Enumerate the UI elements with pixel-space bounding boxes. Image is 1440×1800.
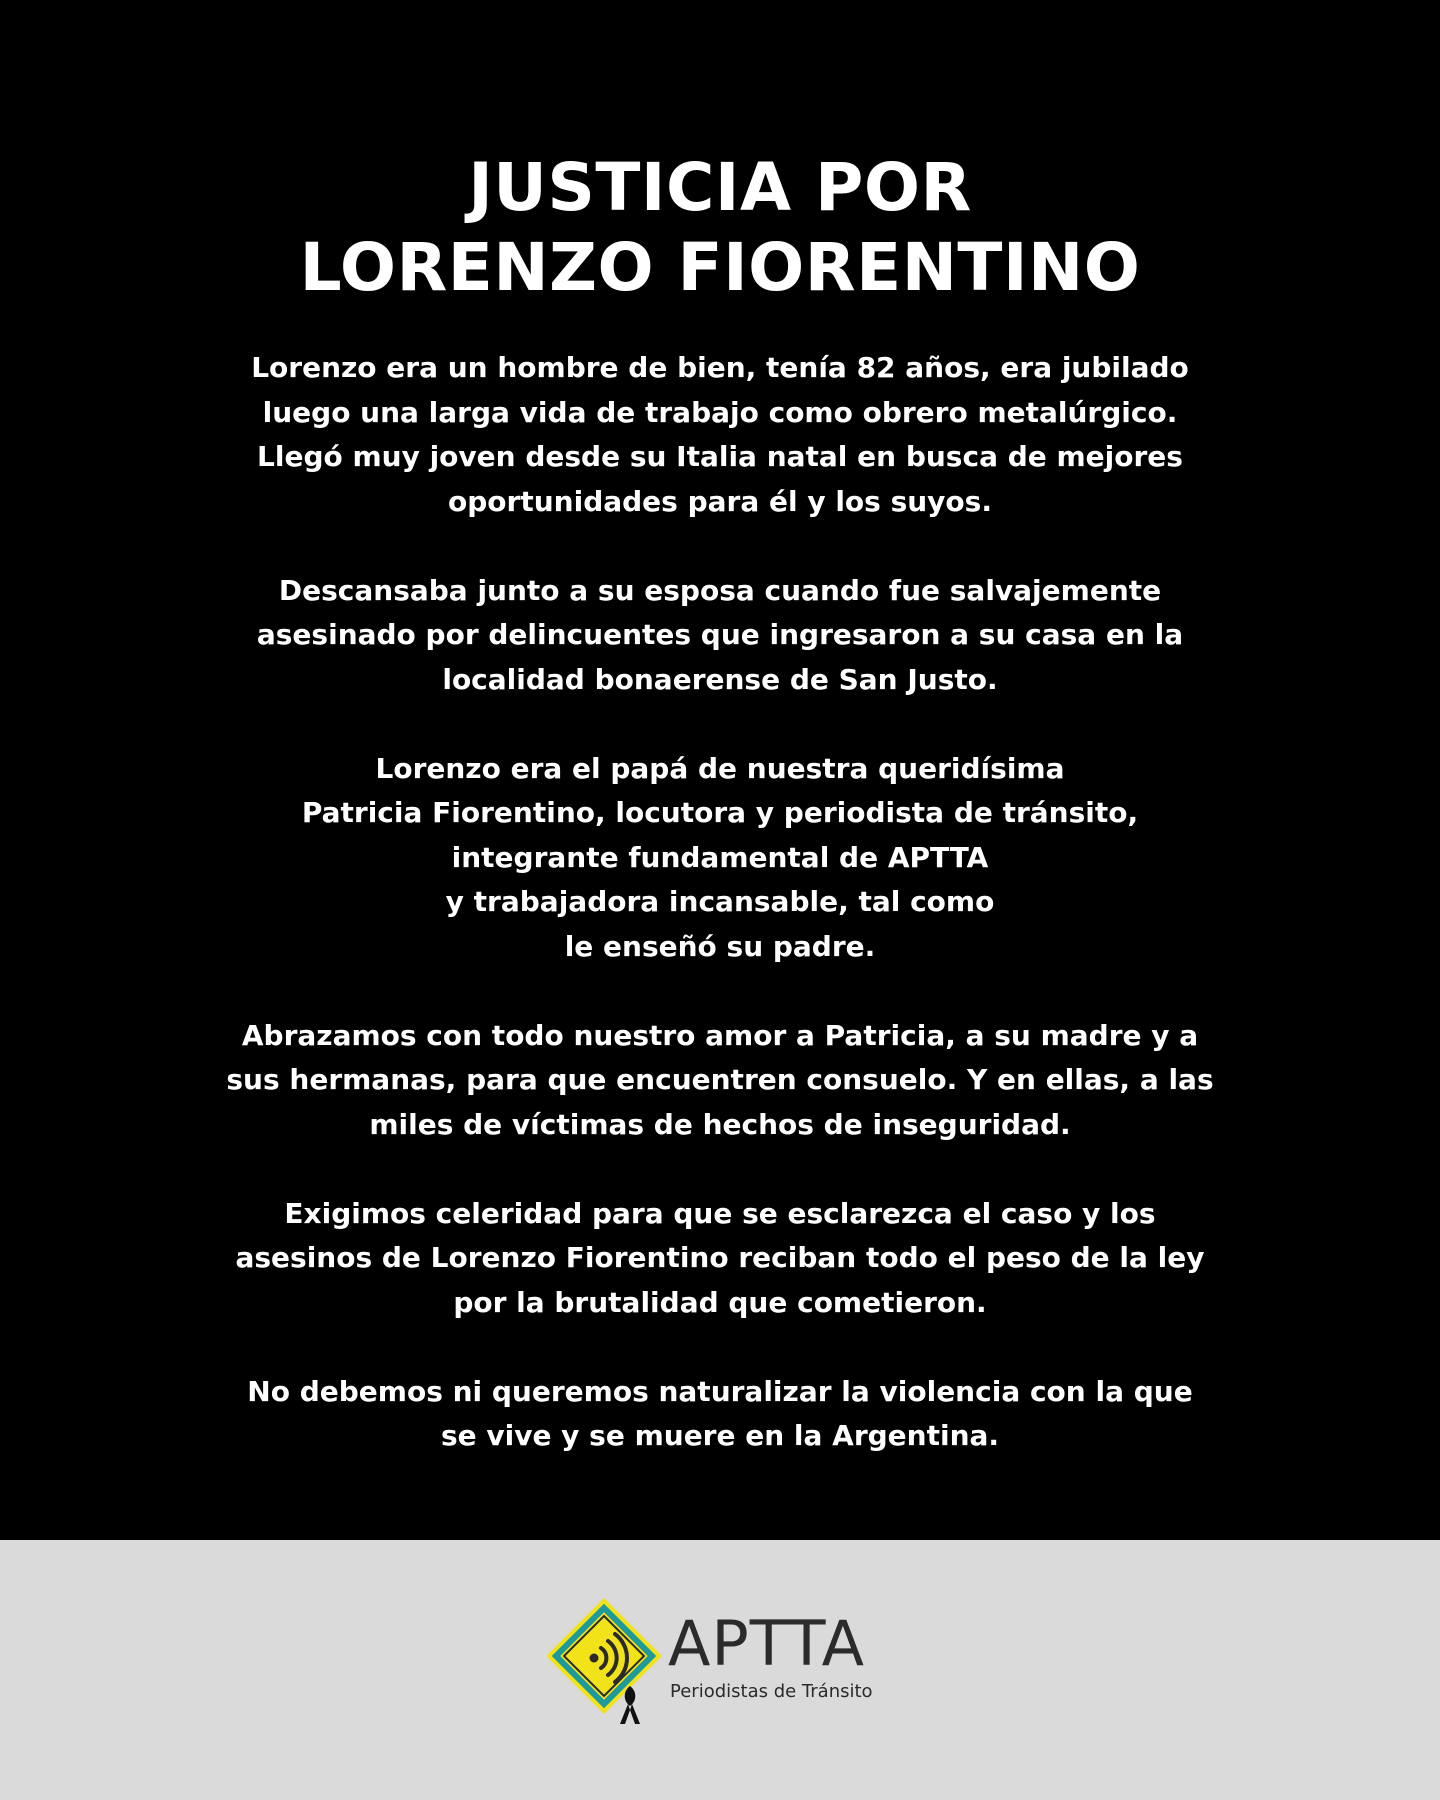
headline-line-1: JUSTICIA POR (468, 149, 972, 226)
paragraph-line: Patricia Fiorentino, locutora y periodista de tránsito, (301, 796, 1139, 829)
paragraph-family (160, 747, 1280, 970)
paragraph-line: y trabajadora incansable, tal como (445, 885, 995, 918)
paragraph-line: Lorenzo era un hombre de bien, tenía 82 años, era jubilado (251, 351, 1189, 384)
paragraph-line: sus hermanas, para que encuentren consuelo. Y en ellas, a las (226, 1063, 1214, 1096)
paragraph-line: oportunidades para él y los suyos. (448, 484, 992, 518)
paragraph-demand (160, 1192, 1280, 1326)
paragraph-line: Abrazamos con todo nuestro amor a Patricia, a su madre y a (241, 1018, 1199, 1052)
paragraph-line: Exigimos celeridad para que se esclarezca el caso y los (284, 1196, 1156, 1230)
paragraph-line: le enseñó su padre. (564, 929, 876, 963)
statement-body (160, 346, 1280, 1503)
paragraph-closing (160, 1370, 1280, 1459)
brand-name: APTTA (668, 1607, 866, 1680)
paragraph-line: Descansaba junto a su esposa cuando fue salvajemente (278, 573, 1162, 607)
headline-line-2: LORENZO FIORENTINO (299, 229, 1141, 306)
paragraph-line: asesinado por delincuentes que ingresaron a su casa en la (256, 618, 1184, 651)
paragraph-line: por la brutalidad que cometieron. (453, 1285, 987, 1319)
paragraph-line: No debemos ni queremos naturalizar la violencia con la que (247, 1374, 1193, 1408)
paragraph-line: localidad bonaerense de San Justo. (442, 662, 998, 696)
paragraph-biography (160, 346, 1280, 524)
aptta-logo-icon (548, 1596, 668, 1726)
paragraph-line: Llegó muy joven desde su Italia natal en busca de mejores (257, 440, 1183, 473)
paragraph-line: miles de víctimas de hechos de inseguridad. (369, 1107, 1071, 1141)
headline (0, 148, 1440, 308)
paragraph-line: integrante fundamental de APTTA (451, 840, 989, 874)
brand-tagline: Periodistas de Tránsito (670, 1681, 873, 1702)
paragraph-line: luego una larga vida de trabajo como obrero metalúrgico. (262, 395, 1178, 429)
paragraph-line: asesinos de Lorenzo Fiorentino reciban todo el peso de la ley (235, 1241, 1205, 1274)
paragraph-condolences (160, 1014, 1280, 1148)
paragraph-line: se vive y se muere en la Argentina. (440, 1419, 1000, 1452)
paragraph-incident (160, 569, 1280, 703)
paragraph-line: Lorenzo era el papá de nuestra queridísima (375, 751, 1065, 785)
